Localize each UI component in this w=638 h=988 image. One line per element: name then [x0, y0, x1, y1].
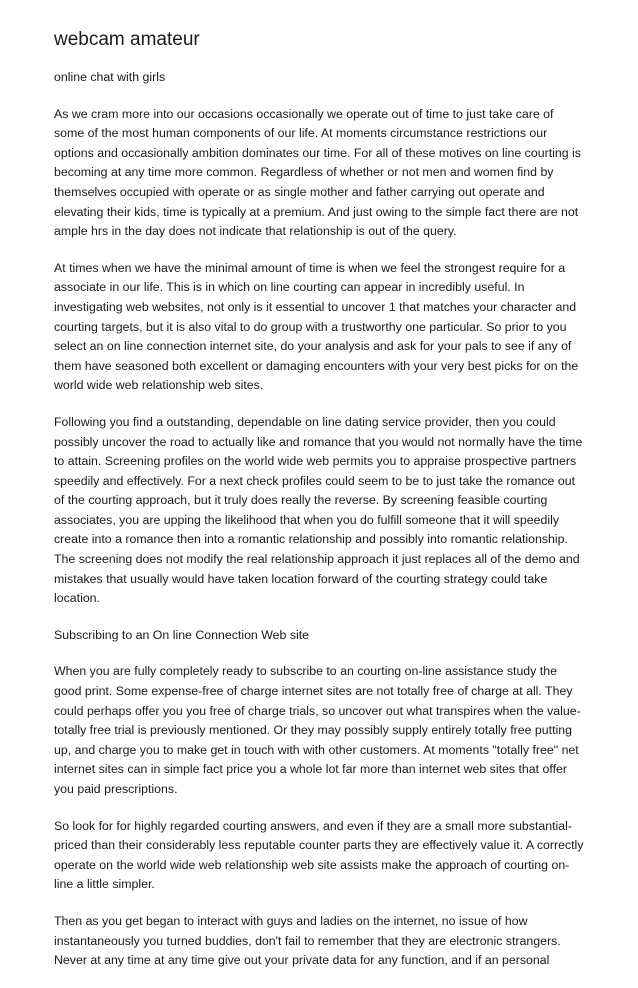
document-subtitle: online chat with girls — [54, 70, 166, 84]
paragraph: Following you find a outstanding, dependable on line dating service provider, then you could possibly uncover the road to actually like and romance that you would not normally have the time to attain. Screening profiles on the world wide web permits you to appraise prospective partners speedily and effectively. For a next check profiles could seem to be to just take the romance out of the courting approach, but it truly does really the reverse. By screening feasible courting associates, you are upping the likelihood that when you do fulfill someone that it will speedily create into a romance then into a romantic relationship and possibly into romantic relationship. The screening does not modify the real relationship approach it just replaces all of the demo and mistakes that usually would have taken location forward of the courting strategy could take location. — [54, 414, 583, 606]
paragraph: Then as you get began to interact with guys and ladies on the internet, no issue of how instantaneously you turned buddies, don't fail to remember that they are electronic strangers. Never at any time at any time give out your private data for any function, and if an personal — [54, 913, 561, 968]
paragraph: When you are fully completely ready to subscribe to an courting on-line assistance study the good print. Some expense-free of charge internet sites are not totally free of charge at all. They could perhaps offer you you free of charge trials, so uncover out what transpires when the value-totally free trial is previously mentioned. Or they may possibly supply entirely totally free putting up, and charge you to make get in touch with with other customers. At moments "totally free" net internet sites can in simple fact price you a whole lot far more than internet web sites that offer you paid prescriptions. — [54, 664, 581, 796]
paragraph: At times when we have the minimal amount of time is when we feel the strongest require for a associate in our life. This is in which on line courting can appear in incredibly useful. In investigating web websites, not only is it essential to uncover 1 that matches your character and courting targets, but it is also vital to do group with a trustworthy one particular. So prior to you select an on line connection internet site, do your analysis and ask for your pals to see if any of them have seasoned both excellent or damaging encounters with your very best picks for on the world wide web relationship web sites. — [54, 260, 579, 393]
section-heading: Subscribing to an On line Connection Web site — [54, 627, 310, 642]
document-body — [54, 68, 586, 988]
document-title: webcam amateur — [54, 29, 200, 50]
paragraph: As we cram more into our occasions occasionally we operate out of time to just take care of some of the most human components of our life. At moments circumstance restrictions our options and occasionally ambition dominates our time. For all of these motives on line courting is becoming at any time more common. Regardless of whether or not men and women find by themselves occupied with operate or as single mother and father carrying out operate and elevating their kids, time is typically at a premium. And just owing to the simple fact there are not ample hrs in the day does not indicate that relationship is out of the query. — [54, 106, 581, 239]
paragraph: So look for for highly regarded courting answers, and even if they are a small more substantial-priced than their considerably less reputable counter parts they are effectively value it. A correctly operate on the world wide web relationship web site assists make the approach of courting on-line a little simpler. — [54, 818, 584, 892]
